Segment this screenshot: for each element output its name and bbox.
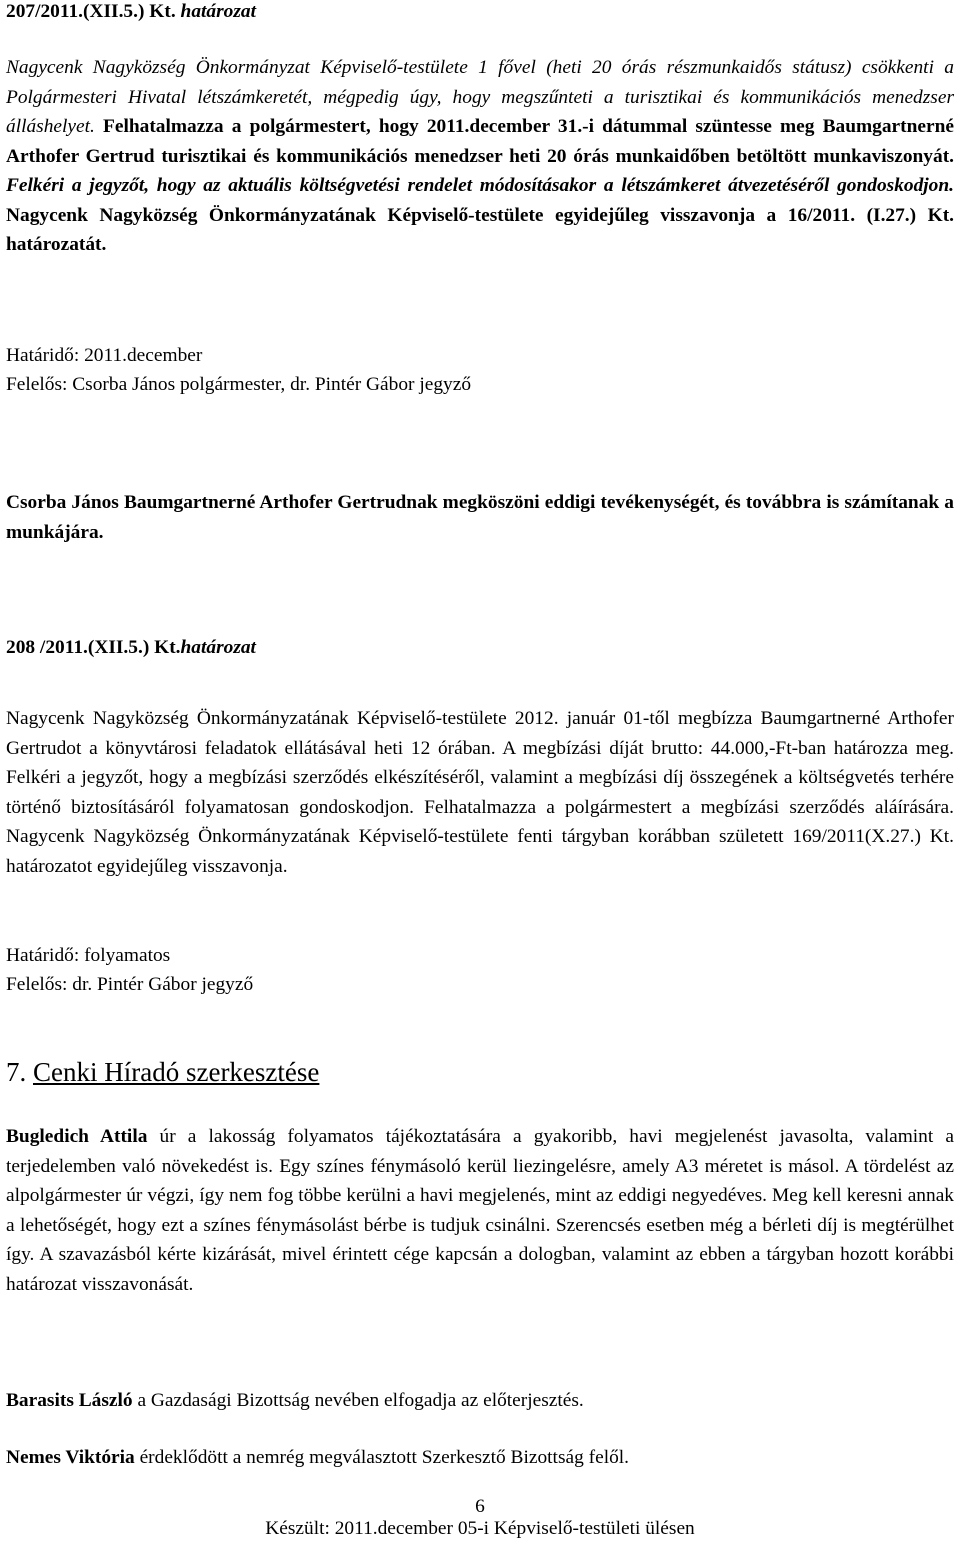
resolution-207-header (6, 0, 954, 27)
discussion-paragraph-1 (6, 1122, 954, 1299)
resolution-207-text-revoke: Nagycenk Nagyközség Önkormányzatának Képviselő-testülete egyidejűleg visszavonja a 16/2011. (I.27.) Kt. határozatát. (6, 204, 954, 255)
footer-caption: Készült: 2011.december 05-i Képviselő-testületi ülésen (265, 1518, 695, 1539)
resolution-207-number: 207/2011.(XII.5.) Kt. (6, 1, 176, 22)
resolution-207-body (6, 53, 954, 260)
resolution-208-deadline: Határidő: folyamatos (6, 945, 171, 966)
resolution-207-text-request: Felkéri a jegyzőt, hogy az aktuális költségvetési rendelet módosításakor a létszámkeret átvezetéséről gondoskodjon. (6, 175, 954, 196)
section-number: 7. (6, 1057, 27, 1087)
thanks-paragraph: Csorba János Baumgartnerné Arthofer Gertrudnak megköszöni eddigi tevékenységét, és továbbra is számítanak a munkájára. (6, 492, 954, 543)
paragraph-text: érdeklődött a nemrég megválasztott Szerkesztő Bizottság felől. (134, 1447, 630, 1468)
speaker-name: Bugledich Attila (6, 1126, 148, 1147)
section-title: Cenki Híradó szerkesztése (33, 1057, 320, 1087)
resolution-208-body: Nagycenk Nagyközség Önkormányzatának Képviselő-testülete 2012. január 01-től megbízza Baumgartnerné Arthofer Gertrudot a könyvtárosi feladatok ellátásával heti 12 órában. A megbízási díját brutto: 44.000,-Ft-ban határozza meg. Felkéri a jegyzőt, hogy a megbízási szerződés elkészítéséről, valamint a megbízási díj összegének a költségvetés terhére történő biztosításáról folyamatosan gondoskodjon. Felhatalmazza a polgármestert a megbízási szerződés aláírására. Nagycenk Nagyközség Önkormányzatának Képviselő-testülete fenti tárgyban korábban született 169/2011(X.27.) Kt. határozatot egyidejűleg visszavonja. (6, 708, 954, 877)
resolution-208-number: 208 /2011.(XII.5.) Kt. (6, 637, 181, 658)
resolution-207-text-authorize: Felhatalmazza a polgármestert, hogy 2011.december 31.-i dátummal szüntesse meg Baumgartnerné Arthofer Gertrud turisztikai és kommunikációs menedzser heti 20 órás munkaidőben betöltött munkaviszonyát. (6, 116, 954, 167)
discussion-paragraph-3 (6, 1443, 954, 1473)
discussion-paragraph-2 (6, 1386, 954, 1416)
resolution-207-responsible: Felelős: Csorba János polgármester, dr. Pintér Gábor jegyző (6, 374, 472, 395)
resolution-207-deadline: Határidő: 2011.december (6, 345, 203, 366)
resolution-208-header (6, 633, 954, 663)
page-number: 6 (475, 1496, 485, 1517)
resolution-207-word: határozat (180, 1, 256, 22)
speaker-name: Barasits László (6, 1390, 133, 1411)
resolution-207-text-main: Nagycenk Nagyközség Önkormányzat Képviselő-testülete 1 fővel (heti 20 órás részmunkaidős státusz) csökkenti a Polgármesteri Hivatal létszámkeretét, mégpedig úgy, hogy megszűnteti a turisztikai és kommunikációs menedzser álláshelyet. (6, 57, 954, 137)
resolution-208-word: határozat (180, 637, 256, 658)
section-heading (6, 1056, 954, 1088)
paragraph-text: úr a lakosság folyamatos tájékoztatására a gyakoribb, havi megjelenést javasolta, valamint a terjedelemben való növekedést is. Egy színes fénymásoló kerül liezingelésre, amely A3 méretet is másol. A tördelést az alpolgármester úr végzi, így nem fog többe kerülni a havi megjelenés, mint az eddigi negyedéves. Meg kell keresni annak a lehetőségét, hogy ezt a színes fénymásolást bérbe is tudjuk csinálni. Szerencsés esetben még a bérleti díj is megtérülhet így. A szavazásból kérte kizárását, mivel érintett cége kapcsán a dologban, valamint az ebben a tárgyban hozott korábbi határozat visszavonását. (6, 1126, 954, 1295)
resolution-208-responsible: Felelős: dr. Pintér Gábor jegyző (6, 974, 254, 995)
speaker-name: Nemes Viktória (6, 1447, 135, 1468)
paragraph-text: a Gazdasági Bizottság nevében elfogadja az előterjesztés. (132, 1390, 584, 1411)
